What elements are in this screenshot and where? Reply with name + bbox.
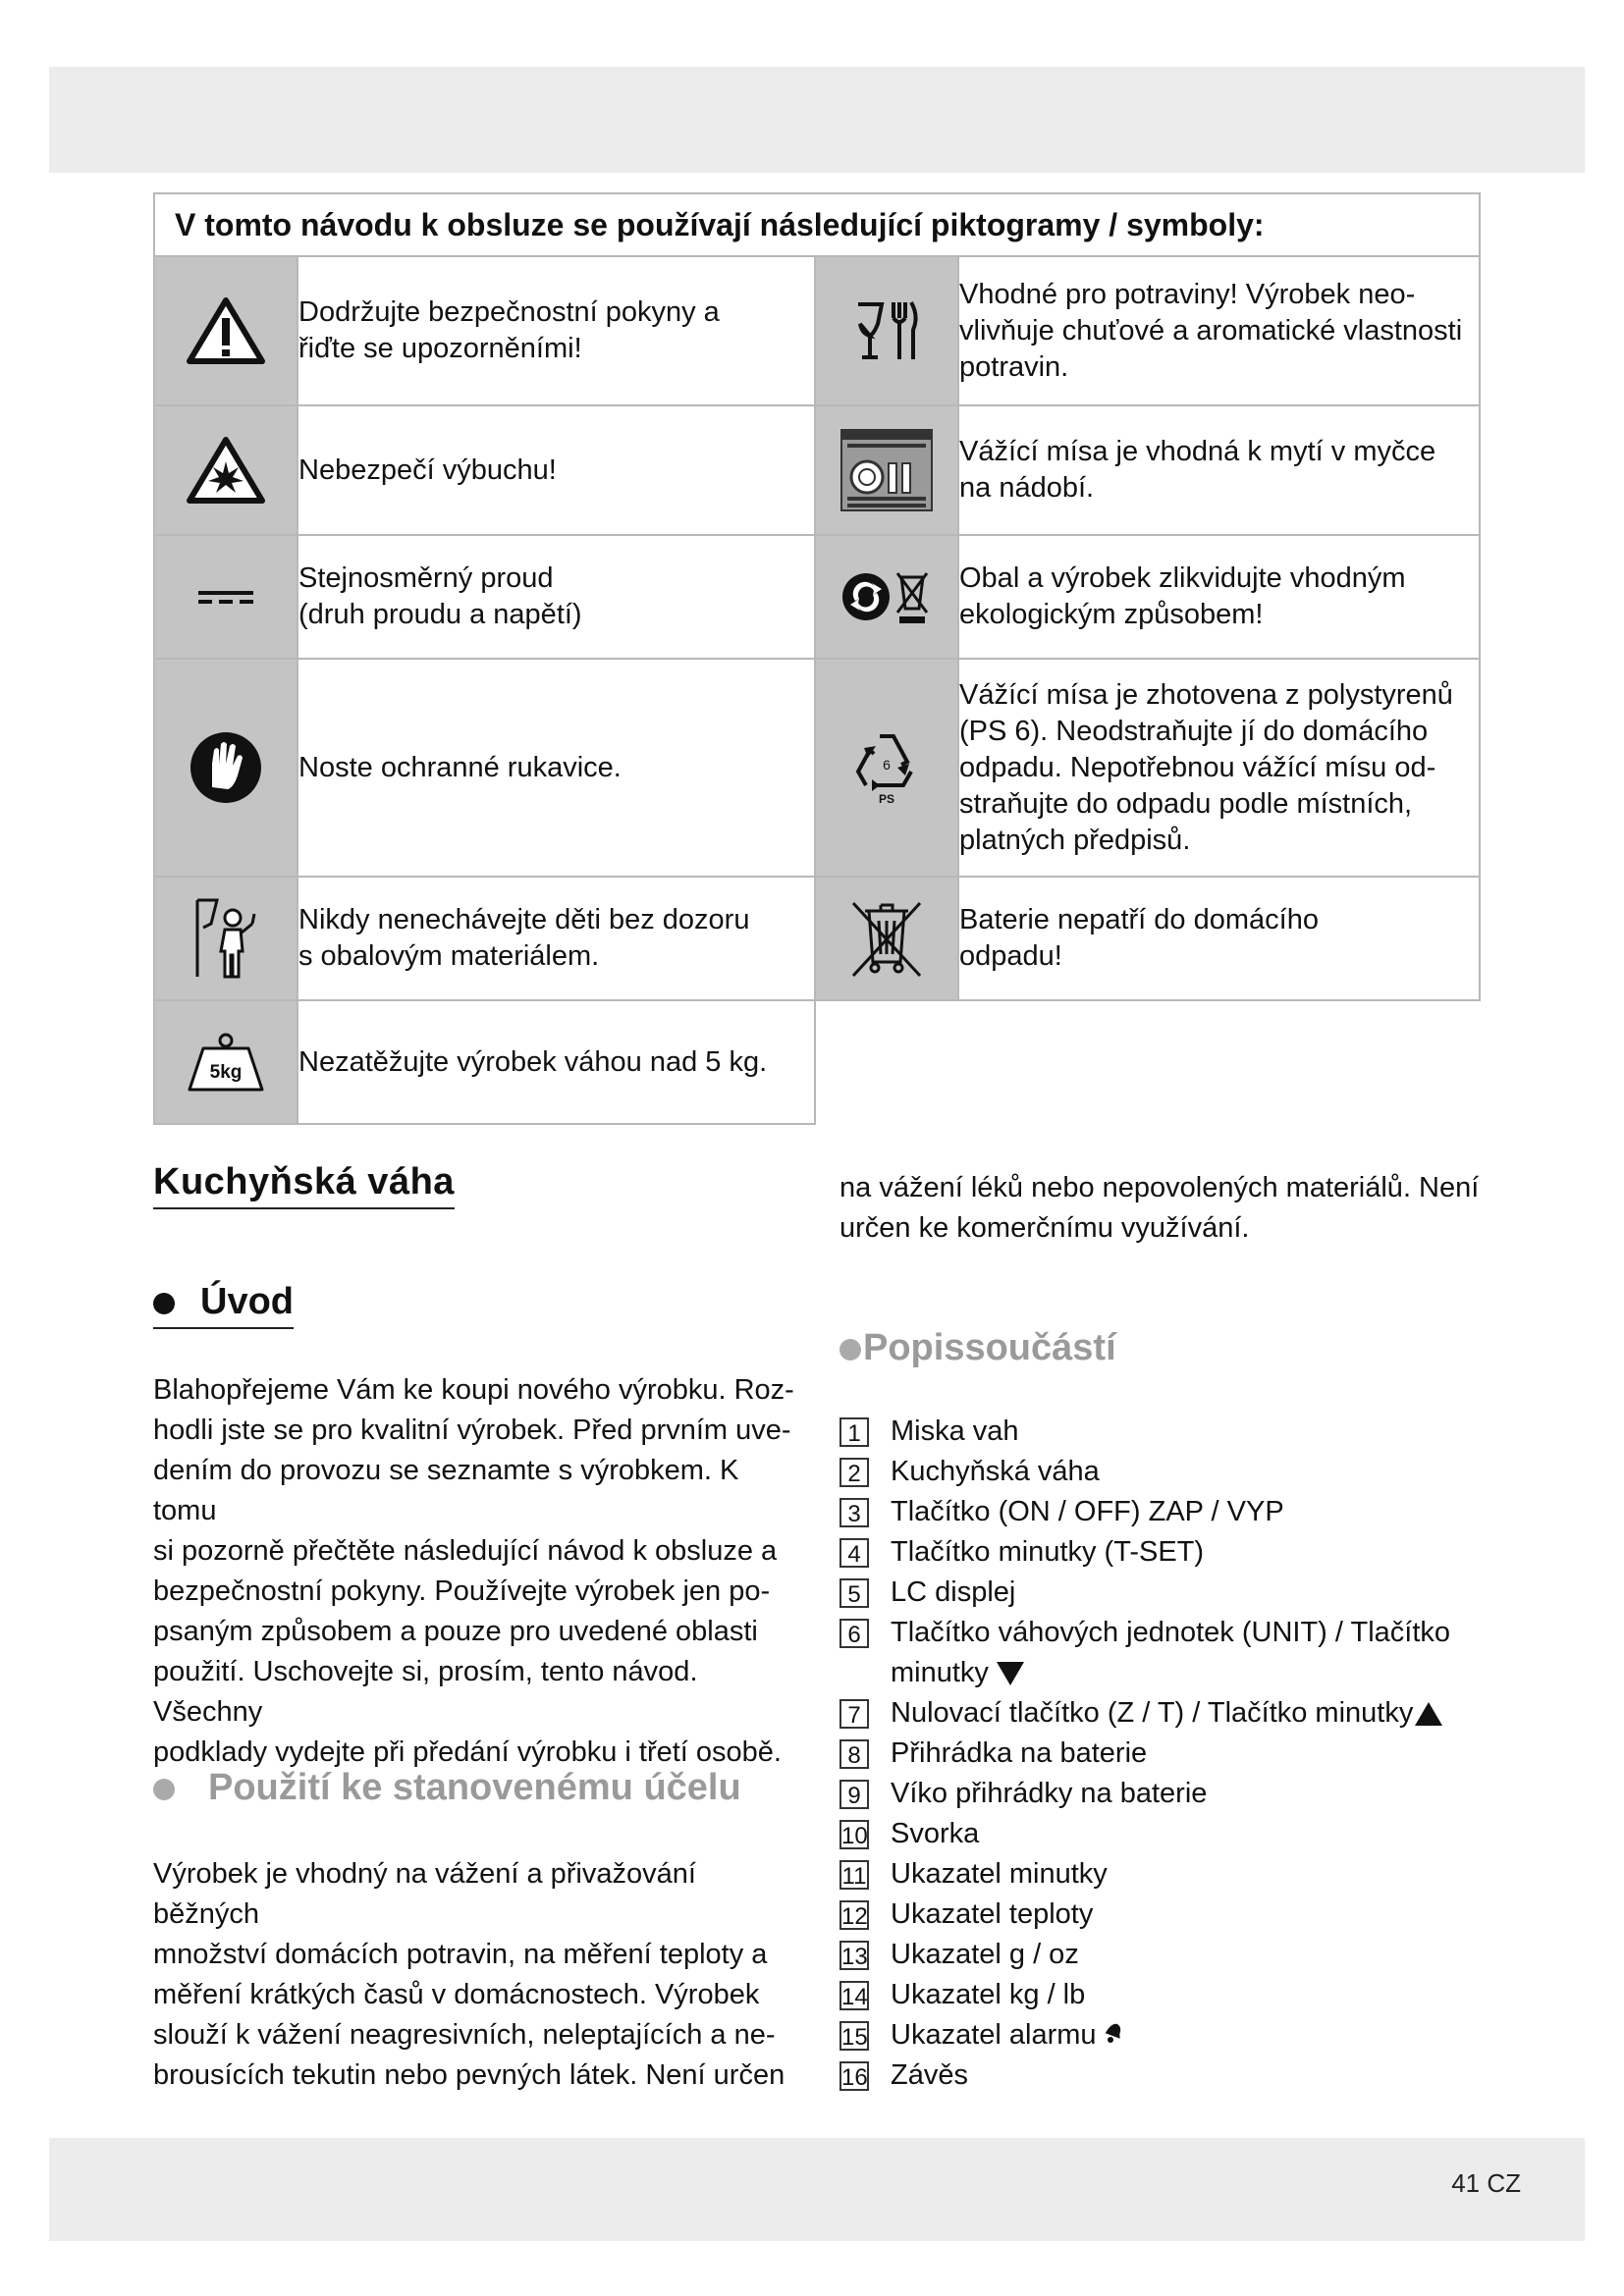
list-item: 12 Ukazatel teploty <box>841 1898 1094 1930</box>
intro-heading: Úvod <box>153 1281 294 1329</box>
svg-text:PS: PS <box>878 792 895 806</box>
part-number: 12 <box>839 1900 869 1930</box>
intended-use-continued: na vážení léků nebo nepovolených materiálů. Není určen ke komerčnímu využívání. <box>839 1172 1480 1244</box>
part-number: 10 <box>839 1820 869 1849</box>
symbol-description: Stejnosměrný proud (druh proudu a napětí) <box>298 535 815 659</box>
protective-gloves-icon <box>154 659 298 877</box>
header-band <box>49 67 1585 173</box>
intended-use-paragraph: Výrobek je vhodný na vážení a přivažování běžných množství domácích potravin, na měření teploty a měření krátkých časů v domácnostech. Výrobek slouží k vážení neagresivních, neleptajících a ne- brousících tekutin nebo pevných látek. Není určen <box>153 1858 785 2091</box>
part-number: 4 <box>839 1538 869 1568</box>
list-item: 16 Závěs <box>841 2059 968 2091</box>
list-item: 8 Přihrádka na baterie <box>839 1734 1507 1774</box>
part-number: 6 <box>839 1619 869 1648</box>
max-weight-icon <box>154 1000 298 1124</box>
ps6-recycling-icon <box>815 659 958 877</box>
part-number: 5 <box>839 1578 869 1608</box>
bullet-icon <box>153 1293 175 1314</box>
symbol-description: Nebezpečí výbuchu! <box>298 405 815 535</box>
part-number: 15 <box>839 2021 869 2051</box>
list-item: 1 Miska vah <box>839 1412 1507 1452</box>
bullet-icon <box>153 1779 175 1800</box>
main-title: Kuchyňská váha <box>153 1161 455 1209</box>
page-number: 41 CZ <box>1451 2168 1521 2198</box>
symbol-description: Obal a výrobek zlikvidujte vhodným ekologickým způsobem! <box>958 535 1480 659</box>
part-number: 16 <box>839 2061 869 2091</box>
list-item: 6 Tlačítko váhových jednotek (UNIT) / Tlačítko minutky <box>839 1613 1507 1693</box>
part-number: 13 <box>839 1941 869 1970</box>
list-item: 9 Víko přihrádky na baterie <box>839 1774 1507 1814</box>
list-item: 13 Ukazatel g / oz <box>841 1939 1079 1970</box>
parts-list <box>839 1412 1507 2096</box>
empty-cell <box>815 1000 1480 1124</box>
list-item: 14 Ukazatel kg / lb <box>841 1979 1086 2010</box>
intended-use-heading: Použití ke stanovenému účelu <box>153 1767 741 1809</box>
symbol-description: Dodržujte bezpečnostní pokyny a řiďte se upozorněními! <box>298 256 815 405</box>
svg-text:6: 6 <box>883 757 891 773</box>
list-item: 2 Kuchyňská váha <box>839 1452 1507 1492</box>
intro-paragraph: Blahopřejeme Vám ke koupi nového výrobku. Roz- hodli jste se pro kvalitní výrobek. Před prvním uve- dením do provozu se seznamte s výrobkem. K tomu si pozorně přečtěte následující návod k obsluze a bezpečnostní pokyny. Používejte výrobek jen po- psaným způsobem a pouze pro uvedené oblasti použití. Uschovejte si, prosím, tento návod. Všechny podklady vydejte při předání výrobku i třetí osobě. <box>153 1374 794 1768</box>
child-supervision-icon <box>154 877 298 1000</box>
list-item: 5 LC displej <box>839 1573 1507 1613</box>
symbol-description: Noste ochranné rukavice. <box>298 659 815 877</box>
alarm-bell-icon <box>1101 2018 1126 2044</box>
symbol-description: Vážící mísa je zhotovena z polystyrenů (PS 6). Neodstraňujte jí do domácího odpadu. Nepotřebnou vážící mísu od- straňujte do odpadu podle místních, platných předpisů. <box>958 659 1480 877</box>
part-number: 9 <box>839 1780 869 1809</box>
part-number: 11 <box>839 1860 869 1890</box>
part-number: 2 <box>839 1458 869 1487</box>
part-number: 1 <box>839 1417 869 1447</box>
recycling-disposal-icon <box>815 535 958 659</box>
list-item: 3 Tlačítko (ON / OFF) ZAP / VYP <box>839 1492 1507 1532</box>
warning-triangle-icon <box>154 256 298 405</box>
symbols-table <box>153 192 1481 1125</box>
part-number: 14 <box>839 1981 869 2010</box>
symbol-description: Nikdy nenechávejte děti bez dozoru s obalovým materiálem. <box>298 877 815 1000</box>
parts-heading: Popissoučástí <box>839 1327 1116 1369</box>
arrow-down-icon <box>997 1662 1024 1685</box>
symbol-description: Vhodné pro potraviny! Výrobek neo- vlivňuje chuťové a aromatické vlastnosti potravin. <box>958 256 1480 405</box>
dishwasher-safe-icon <box>815 405 958 535</box>
symbol-description: Nezatěžujte výrobek váhou nad 5 kg. <box>298 1000 815 1124</box>
arrow-up-icon <box>1415 1702 1442 1726</box>
symbol-description: Baterie nepatří do domácího odpadu! <box>958 877 1480 1000</box>
part-number: 8 <box>839 1739 869 1769</box>
symbol-description: Vážící mísa je vhodná k mytí v myčce na nádobí. <box>958 405 1480 535</box>
list-item: 15 Ukazatel alarmu <box>839 2015 1507 2056</box>
bullet-icon <box>839 1339 861 1361</box>
svg-text:5kg: 5kg <box>209 1062 243 1083</box>
list-item: 4 Tlačítko minutky (T-SET) <box>839 1532 1507 1573</box>
list-item: 7 Nulovací tlačítko (Z / T) / Tlačítko minutky <box>839 1693 1507 1734</box>
part-number: 3 <box>839 1498 869 1527</box>
food-safe-icon <box>815 256 958 405</box>
list-item: 11 Ukazatel minutky <box>839 1854 1507 1895</box>
direct-current-icon <box>154 535 298 659</box>
battery-bin-icon <box>815 877 958 1000</box>
footer-band <box>49 2138 1585 2241</box>
symbols-table-heading: V tomto návodu k obsluze se používají následující piktogramy / symboly: <box>154 193 1480 256</box>
explosion-warning-icon <box>154 405 298 535</box>
part-number: 7 <box>839 1699 869 1729</box>
list-item: 10 Svorka <box>841 1818 980 1849</box>
